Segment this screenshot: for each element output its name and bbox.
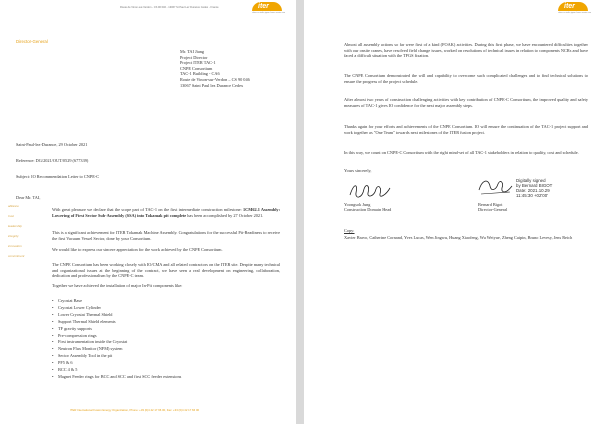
- digital-signature-stamp: Digitally signed by Bernard BIGOT Date: 2021.10.29 11:45:30 +02'00': [516, 178, 553, 198]
- salutation: Dear Mr. TAI,: [16, 195, 41, 200]
- components-list: [52, 298, 181, 381]
- letter-page-2: [304, 0, 600, 424]
- paragraph-foak: Almost all assembly actions so far were first of a kind (FOAK) activities. During this first phase, we have encountered difficulties together with our onsite cranes, have resolved field change issues, worked on resolutions of technical issues in relation to components NCRs and have faced a difficult situation with the TFGS fixation.: [344, 42, 588, 59]
- margin-tag: innovation: [8, 244, 22, 248]
- paragraph-thanks: Thanks again for your efforts and achievements of the CNPE Consortium. IO will ensure the continuation of the TAC-1 project support and work together as "One Team" towards next milestones of the ITER fusion project.: [344, 124, 588, 135]
- list-item: • First instrumentation inside the Cryostat: [52, 339, 181, 346]
- paragraph-collaboration: The CNPE Consortium has been working closely with IO/CMA and all related contractors on the ITER site. Despite many technical and organizational issues at the beginning of the contract, we have seen a real development on engineering, collaboration, dedication and professionalism by the CNPE-C team.: [52, 262, 280, 279]
- margin-tag: ailliance: [8, 204, 19, 208]
- paragraph-confidence: After almost two years of construction challenging activities with key contribution of CNPE-C Consortium, the improved quality and safety measures of TAC-1 gives IO confidence for the next major assembly steps.: [344, 97, 588, 108]
- letter-page-1: [0, 0, 296, 424]
- paragraph-appreciation: We would like to express our sincere appreciation for the work achieved by the CNPE Consortium.: [52, 247, 223, 252]
- margin-tag: leadership: [8, 224, 22, 228]
- iter-logo: iter china eu india japan korea russia usa: [252, 3, 286, 14]
- header-address: Route de Vinon-sur-Verdon - CS 90 046 - 13067 St Paul Lez Durance Cedex - France: [120, 6, 219, 9]
- paragraph-mindset: In this way, we count on CNPE-C Consortium with the right mind-set of all TAC-1 stakeholders in relation to quality, cost and schedule.: [344, 150, 579, 155]
- list-item: • Cryostat Lower Cylinder: [52, 305, 181, 312]
- reference: Reference: DG/2021/OUT/0529 (677339): [16, 158, 89, 163]
- paragraph-components-intro: Together we have achieved the installation of major In-Pit components like:: [52, 283, 183, 288]
- list-item: • Magnet Feeder rings for BCC and SCC and first SCC feeder extensions: [52, 374, 181, 381]
- subject: Subject: IO Recommendation Letter to CNPE-C: [16, 174, 100, 179]
- department-label: Director-General: [16, 39, 48, 44]
- margin-tag: commitment: [8, 254, 25, 258]
- margin-tag: integrity: [8, 234, 19, 238]
- iter-logo: iter china eu india japan korea russia usa: [558, 3, 592, 14]
- list-item: • BCC 4 & 5: [52, 367, 181, 374]
- list-item: • Lower Cryostat Thermal Shield: [52, 312, 181, 319]
- place-date: Saint-Paul-lez-Durance, 29 October 2021: [16, 142, 88, 147]
- copy-label: Copy:: [344, 228, 355, 233]
- list-item: • Cryostat Base: [52, 298, 181, 305]
- paragraph-milestone: With great pleasure we declare that the scope part of TAC-1 on the first intermediate construction milestone: 1CM62.1 Assembly: Lowering of First Sector Sub-Assembly (SSA) into Tokamak pit complete has been accomplished by 27 October 2021.: [52, 207, 280, 218]
- margin-tag: trust: [8, 214, 14, 218]
- recipient-address: Mr. TAI Jiang Project Director Project ITER TAC-1 CNPE Consortium TAC-1 Building - CA6 Route de Vinon-sur-Verdon – CS 90 046 13067 Saint Paul lez Durance Cedex: [180, 49, 250, 88]
- list-item: • Pre-compression rings: [52, 333, 181, 340]
- signer-name: Bernard Bigot: [478, 202, 503, 207]
- paragraph-achievement: This is a significant achievement for ITER Tokamak Machine Assembly. Congratulations for the successful Pit-Readiness to receive the first Vacuum Vessel Sector, done by your Consortium.: [52, 230, 280, 241]
- signature-jung: [346, 179, 394, 203]
- signer-name: Yoongsok Jung: [344, 202, 371, 207]
- signer-title: Construction Domain Head: [344, 207, 392, 212]
- list-item: • Neutron Flux Monitor (NFM) system: [52, 346, 181, 353]
- signature-bigot: [476, 176, 516, 198]
- copy-recipients: Xavier Bravo, Catherine Cornand, Yves Lucas, Wen Jingwu, Huang Xiaofeng, Wu Weiyue, Zheng Caipin, Bruno Levesy, Jens Reich: [344, 235, 573, 240]
- paragraph-capability: The CNPE Consortium demonstrated the will and capability to overcome such complicated challenges and to find technical solutions to ensure the progress of the project schedule.: [344, 73, 588, 84]
- closing: Yours sincerely,: [344, 168, 372, 173]
- list-item: • PF5 & 6: [52, 360, 181, 367]
- page-footer: ITER International Fusion Energy Organization, Phone: +33 (0)4 42 17 66 00, Fax: +33 (0)4 42 17 66 00: [70, 408, 200, 412]
- list-item: • TF gravity supports: [52, 326, 181, 333]
- list-item: • Sector Assembly Tool in the pit: [52, 353, 181, 360]
- signer-title: Director-General: [478, 207, 508, 212]
- list-item: • Support Thermal Shield elements: [52, 319, 181, 326]
